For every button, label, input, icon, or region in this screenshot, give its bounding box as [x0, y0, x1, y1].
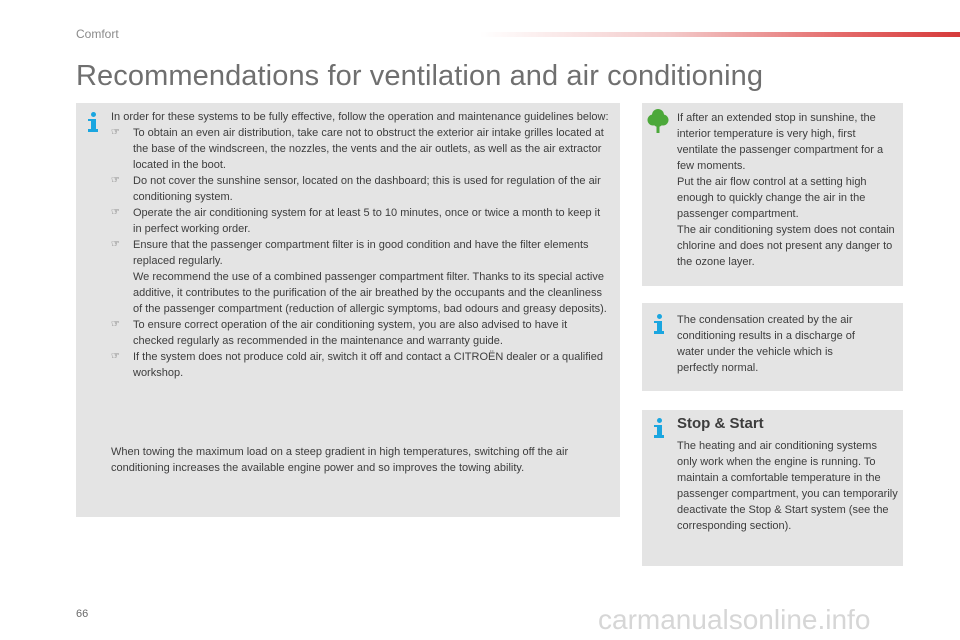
pointing-hand-icon: ☞: [111, 351, 120, 362]
eco-tree-icon: [647, 108, 669, 134]
list-item: [111, 317, 611, 349]
stop-start-text: The heating and air conditioning systems only work when the engine is running. To maintain a comfortable temperature in the passenger compartment, you can temporarily deactivate the Stop & Start system (see the corresponding section).: [677, 440, 898, 532]
list-item-text: If the system does not produce cold air, switch it off and contact a CITROËN dealer or a qualified workshop.: [133, 351, 603, 379]
guidelines-intro: In order for these systems to be fully effective, follow the operation and maintenance guidelines below:: [111, 111, 609, 123]
stop-start-title: Stop & Start: [677, 415, 764, 432]
info-icon: [654, 314, 666, 334]
info-icon: [88, 112, 100, 132]
info-icon: [654, 418, 666, 438]
page-number: 66: [76, 608, 89, 620]
list-item: [111, 205, 611, 237]
eco-tip-paragraph: The air conditioning system does not contain chlorine and does not present any danger to the ozone layer.: [677, 224, 895, 268]
eco-tip-text: [677, 110, 899, 270]
page-title: Recommendations for ventilation and air conditioning: [76, 60, 764, 92]
pointing-hand-icon: ☞: [111, 175, 120, 186]
list-item-text: To obtain an even air distribution, take care not to obstruct the exterior air intake grilles located at the base of the windscreen, the nozzles, the vents and the air outlets, as well as the air extractor located in the boot.: [133, 127, 604, 171]
pointing-hand-icon: ☞: [111, 319, 120, 330]
pointing-hand-icon: ☞: [111, 239, 120, 250]
filter-recommendation: We recommend the use of a combined passenger compartment filter. Thanks to its special active additive, it contributes to the purification of the air breathed by the occupants and the cleanliness of the passenger compartment (reduction of allergic symptoms, bad odours and greasy deposits).: [133, 271, 607, 315]
list-item: [111, 349, 611, 381]
section-label: Comfort: [76, 27, 119, 41]
pointing-hand-icon: ☞: [111, 207, 120, 218]
pointing-hand-icon: ☞: [111, 127, 120, 138]
watermark: carmanualsonline.info: [598, 604, 871, 635]
list-item: [111, 237, 611, 317]
header-accent-bar: [480, 32, 960, 37]
towing-note: When towing the maximum load on a steep gradient in high temperatures, switching off the air conditioning increases the available engine power and so improves the towing ability.: [111, 446, 569, 474]
list-item-text: Do not cover the sunshine sensor, located on the dashboard; this is used for regulation of the air conditioning system.: [133, 175, 601, 203]
list-item-text: Operate the air conditioning system for at least 5 to 10 minutes, once or twice a month to keep it in perfect working order.: [133, 207, 601, 235]
maintenance-guidelines: [111, 109, 611, 381]
list-item: [111, 173, 611, 205]
list-item: [111, 125, 611, 173]
list-item-text: Ensure that the passenger compartment filter is in good condition and have the filter elements replaced regularly.: [133, 239, 589, 267]
condensation-text: The condensation created by the air conditioning results in a discharge of water under the vehicle which is perfectly normal.: [677, 314, 855, 374]
eco-tip-paragraph: If after an extended stop in sunshine, the interior temperature is very high, first ventilate the passenger compartment for a few moments.: [677, 112, 884, 172]
list-item-text: To ensure correct operation of the air conditioning system, you are also advised to have it checked regularly as recommended in the maintenance and warranty guide.: [133, 319, 568, 347]
eco-tip-paragraph: Put the air flow control at a setting high enough to quickly change the air in the passenger compartment.: [677, 176, 867, 220]
guidelines-list: [111, 125, 611, 381]
